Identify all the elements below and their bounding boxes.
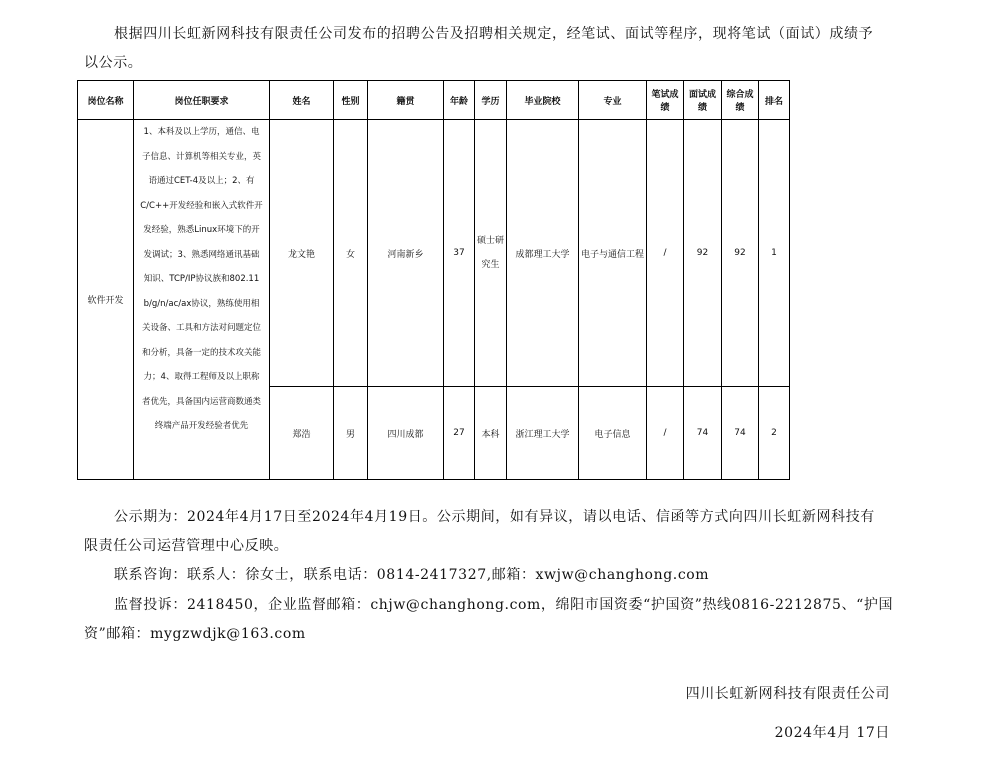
education-cell: 本科 (475, 387, 507, 480)
header-written: 笔试成绩 (647, 81, 684, 120)
header-major: 专业 (579, 81, 647, 120)
header-interview: 面试成绩 (684, 81, 722, 120)
name-cell: 郑浩 (270, 387, 334, 480)
position-cell: 软件开发 (78, 120, 134, 480)
header-total: 综合成绩 (722, 81, 759, 120)
table-header-row (78, 81, 790, 120)
total-score-cell: 92 (722, 120, 759, 387)
header-school: 毕业院校 (507, 81, 579, 120)
gender-cell: 男 (334, 387, 368, 480)
intro-paragraph: 根据四川长虹新网科技有限责任公司发布的招聘公告及招聘相关规定，经笔试、面试等程序，现将笔试（面试）成绩予以公示。 (84, 26, 874, 71)
school-cell: 成都理工大学 (507, 120, 579, 387)
header-rank: 排名 (759, 81, 790, 120)
written-score-cell: / (647, 387, 684, 480)
header-gender: 性别 (334, 81, 368, 120)
header-education: 学历 (475, 81, 507, 120)
header-origin: 籍贯 (368, 81, 444, 120)
table-row (78, 120, 790, 387)
interview-score-cell: 92 (684, 120, 722, 387)
notice-paragraph: 公示期为：2024年4月17日至2024年4月19日。公示期间，如有异议，请以电话、信函等方式向四川长虹新网科技有限责任公司运营管理中心反映。 (84, 509, 875, 554)
rank-cell: 2 (759, 387, 790, 480)
gender-cell: 女 (334, 120, 368, 387)
total-score-cell: 74 (722, 387, 759, 480)
header-name: 姓名 (270, 81, 334, 120)
header-requirements: 岗位任职要求 (134, 81, 270, 120)
name-cell: 龙文艳 (270, 120, 334, 387)
header-age: 年龄 (444, 81, 475, 120)
header-position: 岗位名称 (78, 81, 134, 120)
results-table (77, 80, 790, 480)
major-cell: 电子与通信工程 (579, 120, 647, 387)
supervision-line: 监督投诉：2418450，企业监督邮箱：chjw@changhong.com，绵阳市国资委“护国资”热线0816-2212875、“护国资”邮箱：mygzwdjk@163.com (84, 597, 894, 642)
contact-line: 联系咨询：联系人：徐女士，联系电话：0814-2417327,邮箱：xwjw@changhong.com (114, 567, 710, 583)
age-cell: 37 (444, 120, 475, 387)
interview-score-cell: 74 (684, 387, 722, 480)
origin-cell: 河南新乡 (368, 120, 444, 387)
signature-date: 2024年4月 17日 (774, 725, 890, 741)
education-cell: 硕士研究生 (475, 120, 507, 387)
written-score-cell: / (647, 120, 684, 387)
origin-cell: 四川成都 (368, 387, 444, 480)
requirements-cell: 1、本科及以上学历，通信、电子信息、计算机等相关专业，英语通过CET-4及以上；2、有C/C++开发经验和嵌入式软件开发经验，熟悉Linux环境下的开发调试；3、熟悉网络通讯基础知识、TCP/IP协议族和802.11 b/g/n/ac/ax协议，熟练使用相关设备、工具和方法对问题定位和分析，具备一定的技术攻关能力；4、取得工程师及以上职称者优先，具备国内运营商数通类终端产品开发经验者优先 (134, 120, 270, 480)
major-cell: 电子信息 (579, 387, 647, 480)
school-cell: 浙江理工大学 (507, 387, 579, 480)
age-cell: 27 (444, 387, 475, 480)
company-signature: 四川长虹新网科技有限责任公司 (685, 686, 890, 702)
rank-cell: 1 (759, 120, 790, 387)
